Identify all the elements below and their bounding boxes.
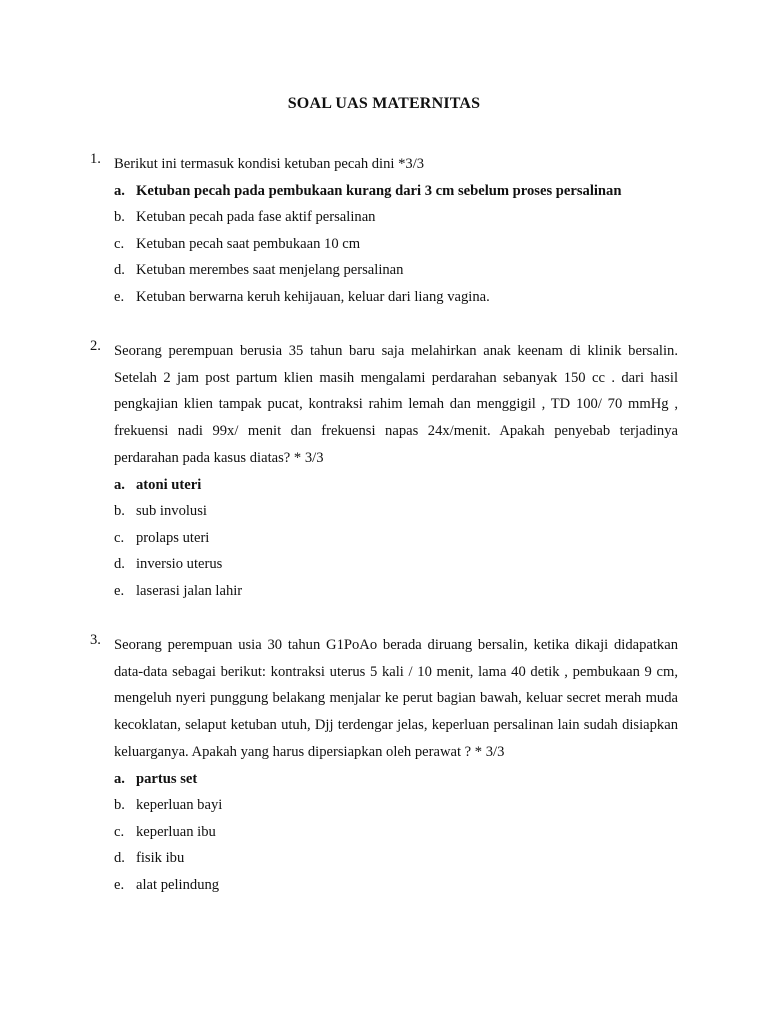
question-number: 3. bbox=[90, 632, 101, 648]
page-title: SOAL UAS MATERNITAS bbox=[287, 95, 481, 112]
question-number: 1. bbox=[90, 151, 101, 167]
option-text: Ketuban pecah pada pembukaan kurang dari 3 cm sebelum proses persalinan bbox=[136, 182, 622, 199]
option-letter: b. bbox=[114, 209, 125, 226]
option-letter: c. bbox=[114, 235, 125, 252]
option-letter: e. bbox=[114, 582, 125, 599]
question-2 bbox=[90, 338, 678, 604]
option-a-correct bbox=[114, 178, 678, 205]
option-a-correct bbox=[114, 766, 678, 793]
option-text: atoni uteri bbox=[136, 476, 202, 493]
option-d bbox=[114, 551, 678, 578]
option-text: partus set bbox=[136, 770, 198, 787]
option-letter: a. bbox=[114, 476, 125, 493]
question-1 bbox=[90, 151, 678, 311]
option-text: keperluan ibu bbox=[136, 823, 216, 840]
option-c bbox=[114, 525, 678, 552]
option-text: fisik ibu bbox=[136, 850, 185, 867]
option-b bbox=[114, 792, 678, 819]
option-list bbox=[114, 178, 678, 311]
option-letter: e. bbox=[114, 289, 125, 306]
option-text: Ketuban merembes saat menjelang persalinan bbox=[136, 262, 404, 279]
question-text: Berikut ini termasuk kondisi ketuban pecah dini *3/3 bbox=[114, 156, 425, 172]
option-text: alat pelindung bbox=[136, 876, 220, 893]
option-letter: b. bbox=[114, 797, 125, 814]
question-text: Seorang perempuan usia 30 tahun G1PoAo berada diruang bersalin, ketika dikaji didapatkan data-data sebagai berikut: kontraksi uterus 5 kali / 10 menit, lama 40 detik , pembukaan 9 cm, mengeluh nyeri punggung belakang menjalar ke perut bagian bawah, keluar secret merah muda kecoklatan, selaput ketuban utuh, Djj terdengar jelas, keperluan persalinan lain sudah disiapkan keluarganya. Apakah yang harus dipersiapkan oleh perawat ? * 3/3 bbox=[114, 637, 678, 760]
option-list bbox=[114, 472, 678, 605]
option-text: inversio uterus bbox=[136, 556, 223, 573]
option-e bbox=[114, 284, 678, 311]
option-c bbox=[114, 231, 678, 258]
option-c bbox=[114, 819, 678, 846]
option-letter: d. bbox=[114, 556, 125, 573]
option-a-correct bbox=[114, 472, 678, 499]
option-letter: c. bbox=[114, 529, 125, 546]
option-letter: e. bbox=[114, 876, 125, 893]
option-d bbox=[114, 257, 678, 284]
option-b bbox=[114, 498, 678, 525]
question-text: Seorang perempuan berusia 35 tahun baru saja melahirkan anak keenam di klinik bersalin. Setelah 2 jam post partum klien masih mengalami perdarahan sebanyak 150 cc . dari hasil pengkajian klien tampak pucat, kontraksi rahim lemah dan menggigil , TD 100/ 70 mmHg , frekuensi nadi 99x/ menit dan frekuensi napas 24x/menit. Apakah penyebab terjadinya perdarahan pada kasus diatas? * 3/3 bbox=[114, 343, 678, 466]
option-text: prolaps uteri bbox=[136, 529, 210, 546]
question-3 bbox=[90, 632, 678, 898]
option-letter: d. bbox=[114, 850, 125, 867]
question-number: 2. bbox=[90, 338, 101, 354]
option-letter: a. bbox=[114, 182, 125, 199]
option-text: sub involusi bbox=[136, 503, 207, 520]
option-e bbox=[114, 578, 678, 605]
option-text: keperluan bayi bbox=[136, 797, 223, 814]
option-text: Ketuban berwarna keruh kehijauan, keluar dari liang vagina. bbox=[136, 289, 490, 306]
option-list bbox=[114, 766, 678, 899]
option-letter: a. bbox=[114, 770, 125, 787]
option-e bbox=[114, 872, 678, 899]
option-d bbox=[114, 845, 678, 872]
option-letter: d. bbox=[114, 262, 125, 279]
option-b bbox=[114, 204, 678, 231]
option-text: laserasi jalan lahir bbox=[136, 582, 243, 599]
option-letter: c. bbox=[114, 823, 125, 840]
option-text: Ketuban pecah saat pembukaan 10 cm bbox=[136, 235, 361, 252]
option-letter: b. bbox=[114, 503, 125, 520]
option-text: Ketuban pecah pada fase aktif persalinan bbox=[136, 209, 376, 226]
